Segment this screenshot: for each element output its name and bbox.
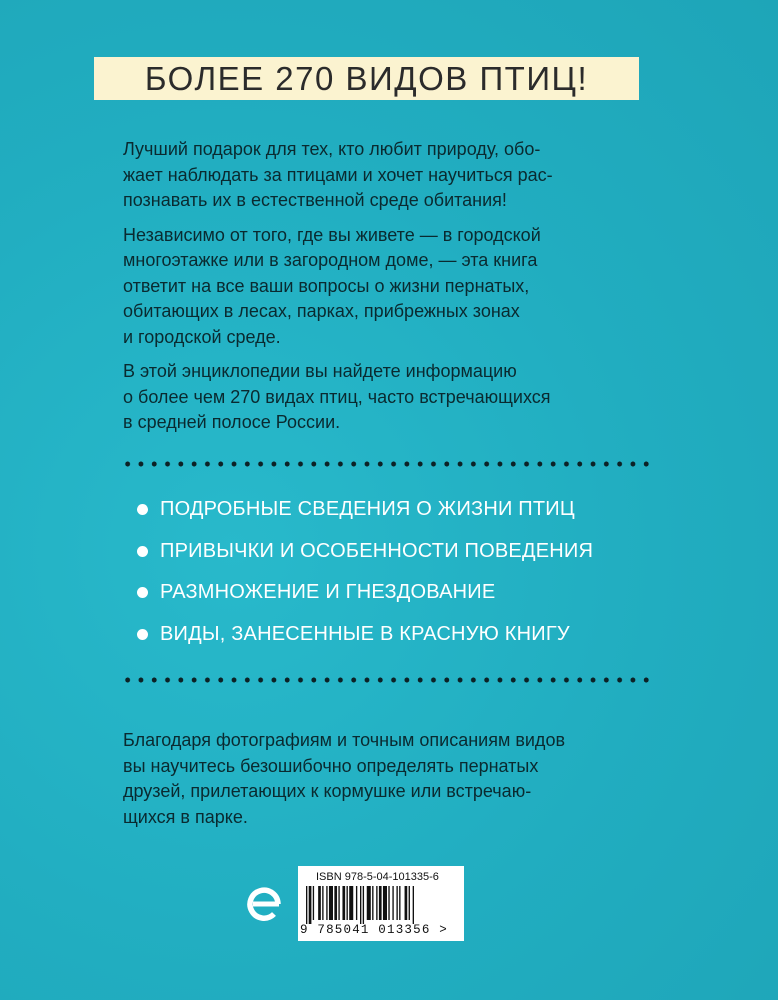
barcode-bar (349, 886, 353, 920)
barcode-bar (367, 886, 371, 920)
barcode-bar (405, 886, 408, 920)
feature-label: ПРИВЫЧКИ И ОСОБЕННОСТИ ПОВЕДЕНИЯ (160, 539, 594, 562)
paragraph: Независимо от того, где вы живете — в городской многоэтажке или в загородном доме, — эта книга ответит на все ваши вопросы о жизни пернатых, обитающих в лесах, парках, прибрежных зонах и городской среде. (123, 224, 541, 347)
barcode-bar (372, 886, 373, 920)
headline-banner: БОЛЕЕ 270 ВИДОВ ПТИЦ! (94, 57, 639, 100)
barcode-bar (318, 886, 321, 920)
barcode-bar (313, 886, 314, 920)
barcode-bar (329, 886, 333, 920)
feature-label: ВИДЫ, ЗАНЕСЕННЫЕ В КРАСНУЮ КНИГУ (160, 622, 570, 645)
bullet-icon (137, 504, 148, 515)
feature-label: ПОДРОБНЫЕ СВЕДЕНИЯ О ЖИЗНИ ПТИЦ (160, 498, 575, 521)
barcode-bar (356, 886, 357, 920)
barcode-bar (363, 886, 364, 924)
barcode-number: 9 785041 013356 > (300, 923, 448, 937)
barcode-bar (347, 886, 348, 920)
closing-paragraph: Благодаря фотографиям и точным описаниям видов вы научитесь безошибочно определять пернатых друзей, прилетающих к кормушке или встречаю- щихся в парке. (123, 730, 566, 827)
feature-list (137, 489, 677, 655)
bullet-icon (137, 587, 148, 598)
barcode-bar (409, 886, 410, 920)
barcode-bar (360, 886, 361, 924)
barcode-bar (396, 886, 397, 920)
isbn-label: ISBN 978-5-04-101335-6 (316, 871, 439, 883)
barcode-icon (306, 886, 456, 924)
barcode-bar (306, 886, 307, 924)
barcode-bar (309, 886, 312, 924)
barcode-bar (379, 886, 382, 920)
publisher-e-logo-icon (243, 883, 285, 925)
feature-item (137, 572, 677, 614)
feature-item (137, 531, 677, 573)
barcode-bar (392, 886, 393, 920)
feature-item (137, 614, 677, 656)
barcode-bar (388, 886, 389, 920)
paragraph: В этой энциклопедии вы найдете информацию о более чем 270 видах птиц, часто встречающихся в средней полосе России. (123, 361, 551, 432)
barcode-bar (383, 886, 387, 920)
dotted-divider-top (121, 461, 653, 467)
barcode-bar (338, 886, 339, 920)
barcode-panel (298, 866, 464, 941)
feature-label: РАЗМНОЖЕНИЕ И ГНЕЗДОВАНИЕ (160, 581, 496, 604)
barcode-bar (334, 886, 337, 920)
feature-item (137, 489, 677, 531)
dotted-divider-bottom (121, 677, 653, 683)
intro-text (123, 137, 643, 445)
bullet-icon (137, 629, 148, 640)
barcode-bar (326, 886, 327, 920)
barcode-bar (322, 886, 323, 920)
bullet-icon (137, 546, 148, 557)
barcode-bar (413, 886, 414, 924)
barcode-bar (342, 886, 345, 920)
barcode-bar (376, 886, 377, 920)
barcode-bar (399, 886, 400, 920)
paragraph: Лучший подарок для тех, кто любит природу, обо- жает наблюдать за птицами и хочет научиться рас- познавать их в естественной среде обитания! (123, 139, 553, 210)
